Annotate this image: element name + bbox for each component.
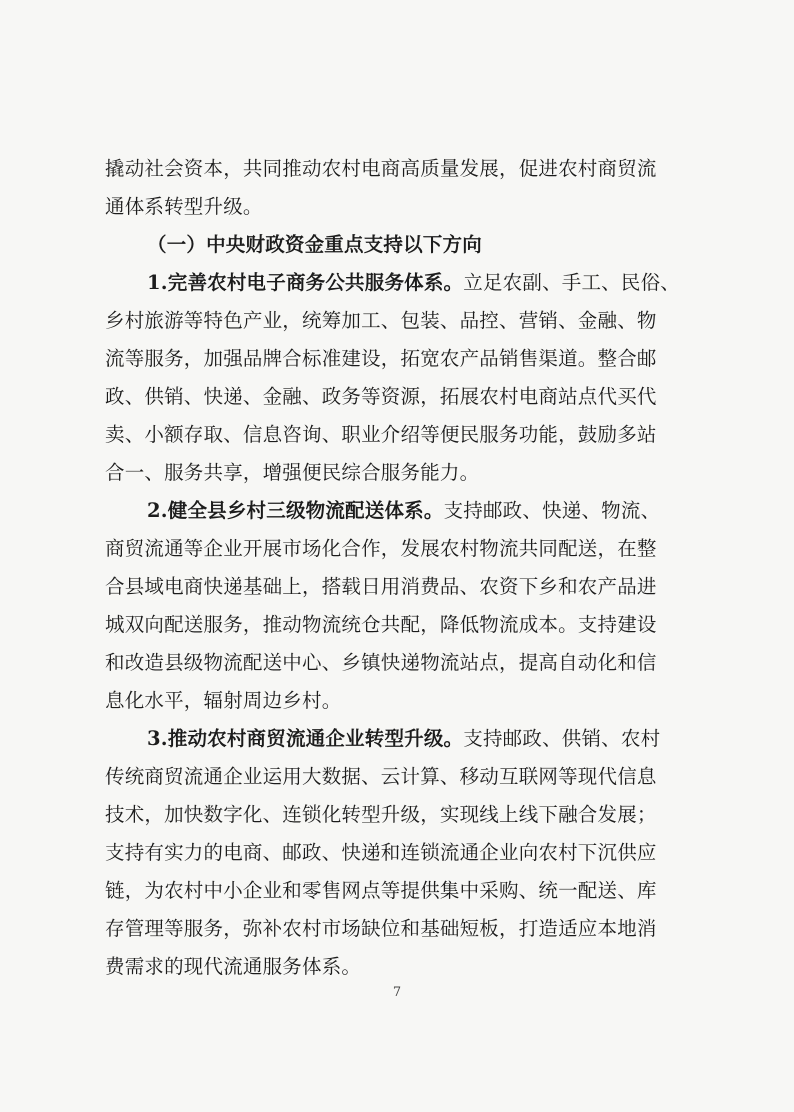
body-text: 费需求的现代流通服务体系。 (105, 955, 362, 978)
body-text: 合县域电商快递基础上，搭载日用消费品、农资下乡和农产品进 (105, 575, 657, 598)
body-line (105, 758, 695, 796)
paragraph-first-line (105, 720, 695, 758)
item-title: 1.完善农村电子商务公共服务体系。 (147, 271, 464, 294)
body-text: 流等服务，加强品牌合标准建设，拓宽农产品销售渠道。整合邮 (105, 347, 657, 370)
body-line (105, 796, 695, 834)
body-line (105, 188, 695, 226)
body-line (105, 948, 695, 986)
body-text: 合一、服务共享，增强便民综合服务能力。 (105, 461, 480, 484)
section-heading (105, 226, 695, 264)
body-text: 商贸流通等企业开展市场化合作，发展农村物流共同配送，在整 (105, 537, 657, 560)
body-line (105, 378, 695, 416)
body-text: 存管理等服务，弥补农村市场缺位和基础短板，打造适应本地消 (105, 917, 657, 940)
body-line (105, 454, 695, 492)
body-text: 通体系转型升级。 (105, 195, 263, 218)
body-line (105, 530, 695, 568)
page-number: 7 (392, 985, 402, 1000)
body-text: 撬动社会资本，共同推动农村电商高质量发展，促进农村商贸流 (105, 157, 657, 180)
body-text: 城双向配送服务，推动物流统仓共配，降低物流成本。支持建设 (105, 613, 657, 636)
item-title: 3.推动农村商贸流通企业转型升级。 (147, 727, 464, 750)
body-line (105, 910, 695, 948)
body-text: 技术，加快数字化、连锁化转型升级，实现线上线下融合发展； (105, 803, 657, 826)
body-text: 支持有实力的电商、邮政、快递和连锁流通企业向农村下沉供应 (105, 841, 657, 864)
item-title: 2.健全县乡村三级物流配送体系。 (147, 499, 444, 522)
body-text: 和改造县级物流配送中心、乡镇快递物流站点，提高自动化和信 (105, 651, 657, 674)
body-text: 传统商贸流通企业运用大数据、云计算、移动互联网等现代信息 (105, 765, 657, 788)
body-line (105, 302, 695, 340)
body-text: 卖、小额存取、信息咨询、职业介绍等便民服务功能，鼓励多站 (105, 423, 657, 446)
body-text: 乡村旅游等特色产业，统筹加工、包装、品控、营销、金融、物 (105, 309, 657, 332)
paragraph-first-line (105, 264, 695, 302)
body-line (105, 872, 695, 910)
body-text: 支持邮政、供销、农村 (463, 727, 661, 750)
body-line (105, 834, 695, 872)
body-line (105, 416, 695, 454)
document-body (105, 150, 695, 986)
body-line (105, 568, 695, 606)
body-text: 链，为农村中小企业和零售网点等提供集中采购、统一配送、库 (105, 879, 657, 902)
body-text: 政、供销、快递、金融、政务等资源，拓展农村电商站点代买代 (105, 385, 657, 408)
body-line (105, 340, 695, 378)
body-line (105, 682, 695, 720)
section-heading-text: （一）中央财政资金重点支持以下方向 (147, 233, 482, 256)
body-line (105, 150, 695, 188)
body-line (105, 644, 695, 682)
body-text: 息化水平，辐射周边乡村。 (105, 689, 342, 712)
body-line (105, 606, 695, 644)
body-text: 立足农副、手工、民俗、 (463, 271, 680, 294)
paragraph-first-line (105, 492, 695, 530)
body-text: 支持邮政、快递、物流、 (443, 499, 661, 522)
